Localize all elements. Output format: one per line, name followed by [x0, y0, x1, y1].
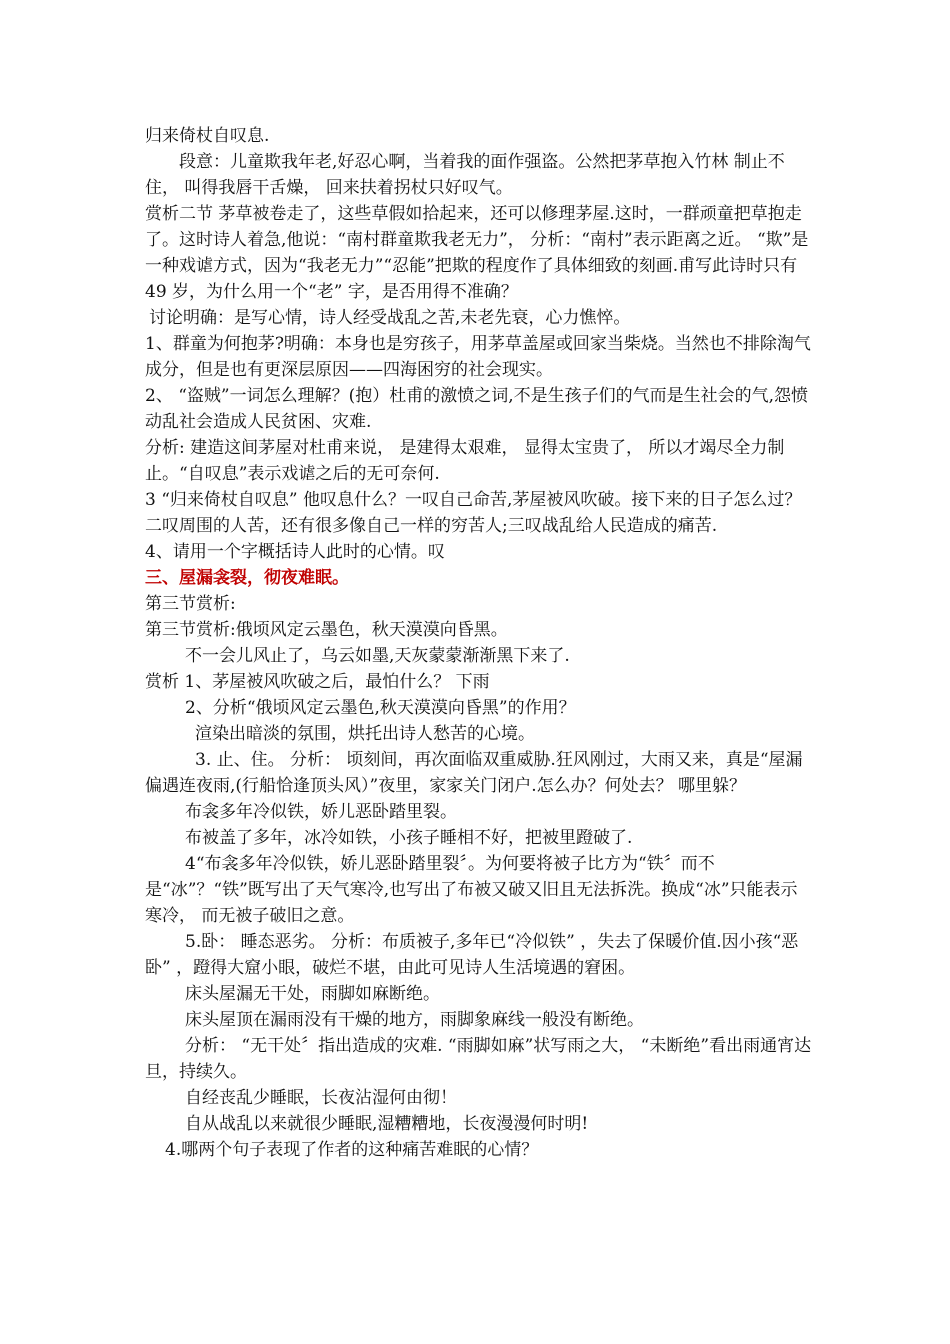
- question-3: 3 “归来倚杖自叹息” 他叹息什么？一叹自己命苦,茅屋被风吹破。接下来的日子怎么过？ 二叹周围的人苦，还有很多像自己一样的穷苦人;三叹战乱给人民造成的痛苦.: [145, 490, 802, 536]
- paragraph: 赏析 1、茅屋被风吹破之后，最怕什么？ 下雨: [145, 672, 490, 692]
- document-page: [145, 123, 813, 1163]
- paragraph-translation: 布被盖了多年，冰冷如铁，小孩子睡相不好，把被里蹬破了.: [185, 828, 633, 848]
- paragraph-discussion: 讨论明确：是写心情，诗人经受战乱之苦,未老先衰，心力憔悴。: [149, 308, 631, 328]
- paragraph-analysis-3: 3. 止、住。 分析： 顷刻间，再次面临双重威胁.狂风刚过，大雨又来，真是“屋漏偏遇连夜雨,(行船恰逢顶头风）”夜里，家家关门闭户.怎么办？何处去？ 哪里躲？: [145, 750, 803, 796]
- paragraph-question: 4“布衾多年冷似铁，娇儿恶卧踏里裂〞。为何要将被子比方为“铁〞而不是“冰”？“铁”既写出了天气寒冷,也写出了布被又破又旧且无法拆洗。换成“冰”只能表示寒冷， 而无被子破旧之意。: [145, 854, 798, 926]
- poem-line: 床头屋漏无干处，雨脚如麻断绝。: [185, 984, 440, 1004]
- paragraph-analysis: 赏析二节 茅草被卷走了，这些草假如拾起来，还可以修理茅屋.这时，一群顽童把草抱走了。这时诗人着急,他说：“南村群童欺我老无力”， 分析：“南村”表示距离之近。 “欺”是一种戏谑方式，因为“我老无力”“忍能”把欺的程度作了具体细致的刻画.甫写此诗时只有 49 岁，为什么用一个“老” 字，是否用得不准确？: [145, 204, 809, 302]
- question-2: 2、 “盗贼”一词怎么理解？(抱）杜甫的激愤之词,不是生孩子们的气而是生社会的气,怨愤动乱社会造成人民贫困、灾难.: [145, 386, 809, 432]
- paragraph-summary: 段意：儿童欺我年老,好忍心啊，当着我的面作强盗。公然把茅草抱入竹林 制止不住， 叫得我唇干舌燥， 回来扶着拐杖只好叹气。: [145, 152, 785, 198]
- question-1: 1、群童为何抱茅?明确：本身也是穷孩子，用茅草盖屋或回家当柴烧。当然也不排除淘气 成分，但是也有更深层原因——四海困穷的社会现实。: [145, 334, 811, 380]
- answer: 渲染出暗淡的氛围，烘托出诗人愁苦的心境。: [195, 724, 535, 744]
- question: 4.哪两个句子表现了作者的这种痛苦难眠的心情？: [165, 1140, 539, 1160]
- paragraph: 第三节赏析:: [145, 594, 236, 614]
- question: 2、分析“俄顷风定云墨色,秋天漠漠向昏黑”的作用？: [185, 698, 576, 718]
- paragraph-translation: 自从战乱以来就很少睡眠,湿糟糟地，长夜漫漫何时明!: [185, 1114, 589, 1134]
- paragraph-translation: 床头屋顶在漏雨没有干燥的地方，雨脚象麻线一般没有断绝。: [185, 1010, 644, 1030]
- poem-line: 自经丧乱少睡眠，长夜沾湿何由彻！: [185, 1088, 457, 1108]
- paragraph-translation: 不一会儿风止了，乌云如墨,天灰蒙蒙渐渐黑下来了.: [185, 646, 570, 666]
- question-4: 4、请用一个字概括诗人此时的心情。叹: [145, 542, 445, 562]
- paragraph-analysis-4: 5.卧： 睡态恶劣。 分析：布质被子,多年已“冷似铁” ，失去了保暖价值.因小孩“恶卧” ，蹬得大窟小眼，破烂不堪，由此可见诗人生活境遇的窘困。: [145, 932, 799, 978]
- paragraph: 第三节赏析:俄顷风定云墨色，秋天漠漠向昏黑。: [145, 620, 508, 640]
- paragraph-analysis-5: 分析： “无干处〞指出造成的灾难. “雨脚如麻”状写雨之大， “未断绝”看出雨通宵达 旦，持续久。: [145, 1036, 812, 1082]
- section-heading: 三、屋漏衾裂，彻夜难眠。: [145, 568, 349, 588]
- poem-line: 布衾多年冷似铁，娇儿恶卧踏里裂。: [185, 802, 457, 822]
- paragraph: 归来倚杖自叹息.: [145, 126, 270, 146]
- paragraph-analysis-2: 分析: 建造这间茅屋对杜甫来说， 是建得太艰难， 显得太宝贵了， 所以才竭尽全力制止。“自叹息”表示戏谑之后的无可奈何.: [145, 438, 785, 484]
